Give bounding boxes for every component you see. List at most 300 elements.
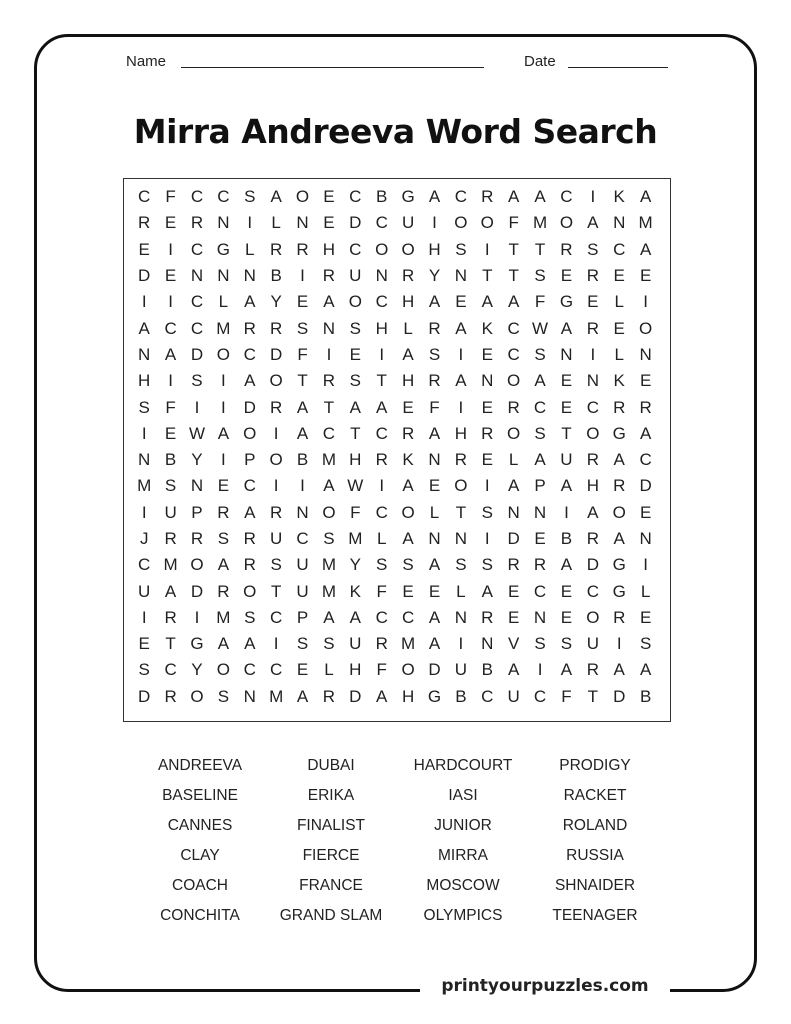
grid-letter[interactable]: A bbox=[560, 555, 573, 575]
grid-letter[interactable]: O bbox=[190, 555, 204, 575]
grid-letter[interactable]: S bbox=[270, 555, 282, 575]
grid-letter[interactable]: I bbox=[458, 344, 464, 364]
grid-letter[interactable]: F bbox=[376, 581, 387, 601]
grid-letter[interactable]: H bbox=[454, 423, 468, 443]
grid-letter[interactable]: E bbox=[164, 266, 177, 286]
grid-letter[interactable]: F bbox=[376, 660, 387, 680]
grid-letter[interactable]: C bbox=[138, 555, 151, 575]
grid-letter[interactable]: W bbox=[347, 476, 364, 496]
grid-letter[interactable]: E bbox=[639, 371, 652, 391]
grid-letter[interactable]: O bbox=[401, 239, 415, 259]
grid-letter[interactable]: I bbox=[247, 213, 253, 233]
grid-letter[interactable]: I bbox=[458, 397, 464, 417]
grid-letter[interactable]: N bbox=[481, 634, 494, 654]
grid-letter[interactable]: I bbox=[168, 239, 173, 259]
grid-letter[interactable]: N bbox=[428, 529, 441, 548]
grid-letter[interactable]: I bbox=[643, 292, 648, 312]
grid-letter[interactable]: F bbox=[165, 397, 176, 417]
grid-letter[interactable]: O bbox=[559, 213, 574, 233]
grid-letter[interactable]: O bbox=[216, 344, 230, 364]
grid-letter[interactable]: C bbox=[481, 686, 494, 706]
grid-letter[interactable]: I bbox=[141, 607, 147, 627]
grid-letter[interactable]: S bbox=[191, 371, 203, 391]
grid-letter[interactable]: R bbox=[322, 371, 336, 391]
grid-letter[interactable]: N bbox=[454, 607, 468, 627]
grid-letter[interactable]: R bbox=[270, 397, 283, 417]
grid-letter[interactable]: E bbox=[323, 213, 335, 233]
grid-letter[interactable]: K bbox=[613, 371, 625, 391]
grid-letter[interactable]: A bbox=[560, 476, 573, 496]
grid-letter[interactable]: I bbox=[141, 292, 147, 312]
grid-letter[interactable]: W bbox=[532, 318, 549, 338]
grid-letter[interactable]: C bbox=[639, 450, 652, 470]
grid-letter[interactable]: A bbox=[507, 187, 520, 207]
grid-letter[interactable]: Y bbox=[191, 450, 203, 470]
grid-letter[interactable]: M bbox=[532, 213, 548, 233]
grid-letter[interactable]: S bbox=[587, 239, 599, 259]
grid-letter[interactable]: R bbox=[613, 397, 626, 417]
grid-letter[interactable]: A bbox=[560, 660, 573, 680]
grid-letter[interactable]: R bbox=[586, 266, 599, 286]
grid-letter[interactable]: D bbox=[639, 476, 652, 496]
grid-letter[interactable]: R bbox=[481, 607, 494, 627]
grid-letter[interactable]: L bbox=[271, 213, 281, 233]
grid-letter[interactable]: N bbox=[243, 266, 256, 286]
grid-letter[interactable]: T bbox=[508, 239, 519, 259]
grid-letter[interactable]: C bbox=[164, 660, 177, 680]
grid-letter[interactable]: S bbox=[323, 529, 335, 548]
grid-letter[interactable]: A bbox=[455, 318, 467, 338]
grid-letter[interactable]: E bbox=[639, 607, 652, 627]
grid-letter[interactable]: A bbox=[560, 318, 573, 338]
grid-letter[interactable]: U bbox=[296, 581, 309, 601]
grid-letter[interactable]: L bbox=[508, 450, 519, 470]
grid-letter[interactable]: D bbox=[349, 213, 362, 233]
grid-letter[interactable]: O bbox=[375, 239, 389, 259]
grid-letter[interactable]: I bbox=[221, 371, 226, 391]
grid-letter[interactable]: I bbox=[141, 423, 147, 443]
grid-letter[interactable]: R bbox=[507, 397, 520, 417]
grid-letter[interactable]: O bbox=[269, 371, 283, 391]
grid-letter[interactable]: E bbox=[560, 266, 573, 286]
grid-letter[interactable]: C bbox=[217, 187, 230, 207]
grid-letter[interactable]: K bbox=[349, 581, 361, 601]
grid-letter[interactable]: T bbox=[297, 371, 308, 391]
grid-letter[interactable]: A bbox=[428, 555, 441, 575]
grid-letter[interactable]: D bbox=[138, 686, 151, 706]
grid-letter[interactable]: C bbox=[375, 292, 388, 312]
grid-letter[interactable]: V bbox=[507, 634, 520, 654]
grid-letter[interactable]: M bbox=[137, 476, 152, 496]
grid-letter[interactable]: C bbox=[586, 397, 599, 417]
grid-letter[interactable]: U bbox=[270, 529, 283, 548]
grid-letter[interactable]: H bbox=[401, 686, 415, 706]
grid-letter[interactable]: O bbox=[243, 423, 257, 443]
grid-letter[interactable]: I bbox=[484, 476, 490, 496]
grid-letter[interactable]: I bbox=[221, 450, 226, 470]
grid-letter[interactable]: E bbox=[349, 344, 361, 364]
grid-letter[interactable]: C bbox=[375, 502, 388, 522]
grid-letter[interactable]: P bbox=[244, 450, 256, 470]
grid-letter[interactable]: D bbox=[349, 686, 362, 706]
grid-letter[interactable]: D bbox=[243, 397, 256, 417]
grid-letter[interactable]: T bbox=[323, 397, 335, 417]
grid-letter[interactable]: R bbox=[322, 266, 336, 286]
grid-letter[interactable]: F bbox=[561, 686, 572, 706]
grid-letter[interactable]: C bbox=[613, 239, 626, 259]
grid-letter[interactable]: E bbox=[402, 397, 414, 417]
grid-letter[interactable]: R bbox=[164, 529, 177, 548]
grid-letter[interactable]: S bbox=[534, 634, 546, 654]
grid-letter[interactable]: N bbox=[586, 371, 599, 391]
name-input-line[interactable] bbox=[181, 67, 484, 68]
grid-letter[interactable]: A bbox=[534, 450, 546, 470]
grid-letter[interactable]: I bbox=[458, 634, 464, 654]
grid-letter[interactable]: C bbox=[190, 292, 204, 312]
grid-letter[interactable]: N bbox=[190, 266, 204, 286]
grid-letter[interactable]: S bbox=[534, 266, 546, 286]
grid-letter[interactable]: B bbox=[560, 529, 573, 548]
grid-letter[interactable]: A bbox=[244, 502, 256, 522]
grid-letter[interactable]: R bbox=[217, 502, 230, 522]
grid-letter[interactable]: U bbox=[164, 502, 177, 522]
grid-letter[interactable]: C bbox=[375, 423, 388, 443]
grid-letter[interactable]: E bbox=[402, 581, 414, 601]
grid-letter[interactable]: A bbox=[507, 476, 520, 496]
grid-letter[interactable]: E bbox=[428, 476, 441, 496]
grid-letter[interactable]: A bbox=[507, 292, 520, 312]
grid-letter[interactable]: C bbox=[375, 213, 388, 233]
grid-letter[interactable]: C bbox=[375, 607, 388, 627]
grid-letter[interactable]: E bbox=[138, 634, 150, 654]
grid-letter[interactable]: U bbox=[349, 634, 362, 654]
grid-letter[interactable]: N bbox=[296, 213, 309, 233]
grid-letter[interactable]: N bbox=[454, 266, 468, 286]
grid-letter[interactable]: U bbox=[401, 213, 415, 233]
grid-letter[interactable]: T bbox=[455, 502, 467, 522]
grid-letter[interactable]: N bbox=[138, 344, 151, 364]
grid-letter[interactable]: R bbox=[454, 450, 468, 470]
grid-letter[interactable]: L bbox=[245, 239, 255, 259]
grid-letter[interactable]: R bbox=[481, 423, 494, 443]
grid-letter[interactable]: T bbox=[165, 634, 176, 654]
grid-letter[interactable]: N bbox=[190, 476, 204, 496]
grid-letter[interactable]: A bbox=[217, 555, 230, 575]
grid-letter[interactable]: C bbox=[560, 187, 573, 207]
grid-letter[interactable]: T bbox=[270, 581, 282, 601]
grid-letter[interactable]: B bbox=[481, 660, 493, 680]
grid-letter[interactable]: A bbox=[244, 634, 256, 654]
grid-letter[interactable]: A bbox=[244, 292, 256, 312]
grid-letter[interactable]: I bbox=[273, 423, 279, 443]
grid-letter[interactable]: A bbox=[138, 318, 150, 338]
grid-letter[interactable]: A bbox=[481, 292, 493, 312]
grid-letter[interactable]: I bbox=[643, 555, 648, 575]
grid-letter[interactable]: S bbox=[164, 476, 177, 496]
grid-letter[interactable]: K bbox=[613, 187, 625, 207]
grid-letter[interactable]: E bbox=[481, 397, 493, 417]
grid-letter[interactable]: O bbox=[507, 423, 521, 443]
grid-letter[interactable]: E bbox=[560, 397, 573, 417]
grid-letter[interactable]: B bbox=[296, 450, 309, 470]
grid-letter[interactable]: I bbox=[537, 660, 543, 680]
grid-letter[interactable]: G bbox=[427, 686, 442, 706]
grid-letter[interactable]: A bbox=[587, 502, 599, 522]
grid-letter[interactable]: N bbox=[507, 502, 520, 522]
grid-letter[interactable]: A bbox=[164, 581, 177, 601]
grid-letter[interactable]: Y bbox=[191, 660, 203, 680]
grid-letter[interactable]: A bbox=[217, 634, 230, 654]
grid-letter[interactable]: H bbox=[401, 292, 415, 312]
date-input-line[interactable] bbox=[568, 67, 668, 68]
grid-letter[interactable]: H bbox=[586, 476, 599, 496]
grid-letter[interactable]: I bbox=[194, 607, 200, 627]
grid-letter[interactable]: O bbox=[216, 660, 230, 680]
grid-letter[interactable]: N bbox=[138, 450, 151, 470]
grid-letter[interactable]: M bbox=[348, 529, 363, 548]
grid-letter[interactable]: U bbox=[586, 634, 599, 654]
grid-letter[interactable]: R bbox=[613, 476, 626, 496]
grid-letter[interactable]: R bbox=[639, 397, 652, 417]
grid-letter[interactable]: U bbox=[507, 686, 520, 706]
grid-letter[interactable]: C bbox=[322, 423, 336, 443]
grid-letter[interactable]: R bbox=[164, 686, 177, 706]
grid-letter[interactable]: A bbox=[270, 187, 282, 207]
grid-letter[interactable]: C bbox=[243, 344, 256, 364]
grid-letter[interactable]: M bbox=[321, 555, 337, 575]
grid-letter[interactable]: R bbox=[190, 529, 204, 548]
grid-letter[interactable]: C bbox=[190, 239, 204, 259]
grid-letter[interactable]: S bbox=[455, 555, 467, 575]
grid-letter[interactable]: R bbox=[296, 239, 309, 259]
grid-letter[interactable]: C bbox=[138, 187, 151, 207]
grid-letter[interactable]: R bbox=[507, 555, 520, 575]
grid-letter[interactable]: S bbox=[296, 634, 309, 654]
grid-letter[interactable]: R bbox=[533, 555, 547, 575]
grid-letter[interactable]: R bbox=[560, 239, 573, 259]
grid-letter[interactable]: N bbox=[296, 502, 309, 522]
grid-letter[interactable]: T bbox=[561, 423, 572, 443]
grid-letter[interactable]: E bbox=[560, 607, 573, 627]
grid-letter[interactable]: M bbox=[269, 686, 284, 706]
grid-letter[interactable]: C bbox=[296, 529, 309, 548]
grid-letter[interactable]: F bbox=[297, 344, 308, 364]
grid-letter[interactable]: L bbox=[376, 529, 387, 548]
grid-letter[interactable]: Y bbox=[270, 292, 282, 312]
grid-letter[interactable]: J bbox=[139, 529, 149, 548]
grid-letter[interactable]: S bbox=[534, 344, 546, 364]
grid-letter[interactable]: A bbox=[639, 187, 652, 207]
grid-letter[interactable]: U bbox=[296, 555, 309, 575]
grid-letter[interactable]: O bbox=[454, 476, 468, 496]
grid-letter[interactable]: I bbox=[273, 476, 279, 496]
grid-letter[interactable]: G bbox=[612, 555, 626, 575]
grid-letter[interactable]: H bbox=[322, 239, 336, 259]
grid-letter[interactable]: R bbox=[270, 239, 283, 259]
grid-letter[interactable]: R bbox=[217, 581, 230, 601]
grid-letter[interactable]: M bbox=[321, 581, 337, 601]
grid-letter[interactable]: O bbox=[586, 423, 600, 443]
grid-letter[interactable]: U bbox=[349, 266, 362, 286]
grid-letter[interactable]: S bbox=[296, 318, 309, 338]
grid-letter[interactable]: S bbox=[217, 529, 230, 548]
grid-letter[interactable]: A bbox=[534, 371, 546, 391]
grid-letter[interactable]: F bbox=[429, 397, 440, 417]
grid-letter[interactable]: I bbox=[168, 371, 173, 391]
grid-letter[interactable]: I bbox=[379, 476, 385, 496]
grid-letter[interactable]: R bbox=[243, 318, 256, 338]
grid-letter[interactable]: I bbox=[484, 529, 490, 548]
grid-letter[interactable]: O bbox=[454, 213, 468, 233]
grid-letter[interactable]: D bbox=[190, 344, 204, 364]
grid-letter[interactable]: C bbox=[164, 318, 177, 338]
grid-letter[interactable]: E bbox=[587, 292, 599, 312]
grid-letter[interactable]: A bbox=[534, 187, 546, 207]
grid-letter[interactable]: I bbox=[616, 634, 622, 654]
grid-letter[interactable]: F bbox=[350, 502, 361, 522]
grid-letter[interactable]: N bbox=[454, 529, 468, 548]
grid-letter[interactable]: N bbox=[243, 686, 256, 706]
grid-letter[interactable]: U bbox=[138, 581, 151, 601]
grid-letter[interactable]: E bbox=[534, 529, 546, 548]
grid-letter[interactable]: O bbox=[295, 187, 310, 207]
grid-letter[interactable]: C bbox=[349, 239, 362, 259]
grid-letter[interactable]: R bbox=[481, 187, 494, 207]
grid-letter[interactable]: H bbox=[349, 660, 362, 680]
grid-letter[interactable]: R bbox=[375, 634, 388, 654]
grid-letter[interactable]: S bbox=[244, 187, 256, 207]
grid-letter[interactable]: C bbox=[349, 187, 362, 207]
grid-letter[interactable]: O bbox=[507, 371, 521, 391]
grid-letter[interactable]: A bbox=[296, 423, 309, 443]
grid-letter[interactable]: S bbox=[428, 344, 441, 364]
grid-letter[interactable]: A bbox=[428, 187, 441, 207]
grid-letter[interactable]: R bbox=[190, 213, 204, 233]
grid-letter[interactable]: F bbox=[508, 213, 519, 233]
grid-letter[interactable]: A bbox=[402, 344, 414, 364]
grid-letter[interactable]: D bbox=[270, 344, 283, 364]
grid-letter[interactable]: C bbox=[507, 318, 520, 338]
grid-letter[interactable]: A bbox=[428, 292, 441, 312]
grid-letter[interactable]: U bbox=[560, 450, 573, 470]
grid-letter[interactable]: R bbox=[401, 423, 415, 443]
grid-letter[interactable]: A bbox=[164, 344, 177, 364]
grid-letter[interactable]: M bbox=[216, 607, 231, 627]
grid-letter[interactable]: R bbox=[613, 607, 626, 627]
grid-letter[interactable]: E bbox=[296, 660, 309, 680]
grid-letter[interactable]: L bbox=[614, 292, 624, 312]
grid-letter[interactable]: A bbox=[613, 660, 625, 680]
grid-letter[interactable]: E bbox=[481, 344, 493, 364]
grid-letter[interactable]: C bbox=[533, 581, 547, 601]
grid-letter[interactable]: N bbox=[428, 450, 441, 470]
grid-letter[interactable]: A bbox=[455, 371, 467, 391]
grid-letter[interactable]: D bbox=[507, 529, 520, 548]
grid-letter[interactable]: W bbox=[188, 423, 205, 443]
grid-letter[interactable]: A bbox=[428, 634, 441, 654]
grid-letter[interactable]: P bbox=[191, 502, 203, 522]
grid-letter[interactable]: F bbox=[534, 292, 546, 312]
grid-letter[interactable]: S bbox=[138, 660, 150, 680]
grid-letter[interactable]: G bbox=[190, 634, 204, 654]
grid-letter[interactable]: M bbox=[163, 555, 178, 575]
grid-letter[interactable]: I bbox=[484, 239, 490, 259]
grid-letter[interactable]: H bbox=[401, 371, 415, 391]
grid-letter[interactable]: A bbox=[507, 660, 520, 680]
grid-letter[interactable]: R bbox=[401, 266, 415, 286]
grid-letter[interactable]: B bbox=[455, 686, 467, 706]
grid-letter[interactable]: O bbox=[243, 581, 257, 601]
grid-letter[interactable]: R bbox=[586, 318, 599, 338]
grid-letter[interactable]: A bbox=[639, 660, 652, 680]
grid-letter[interactable]: R bbox=[586, 450, 599, 470]
grid-letter[interactable]: C bbox=[270, 607, 283, 627]
grid-letter[interactable]: R bbox=[270, 502, 283, 522]
grid-letter[interactable]: D bbox=[138, 266, 151, 286]
grid-letter[interactable]: C bbox=[533, 397, 547, 417]
grid-letter[interactable]: N bbox=[533, 502, 547, 522]
grid-letter[interactable]: R bbox=[375, 450, 388, 470]
grid-letter[interactable]: S bbox=[534, 423, 546, 443]
grid-letter[interactable]: S bbox=[455, 239, 467, 259]
grid-letter[interactable]: S bbox=[560, 634, 573, 654]
grid-letter[interactable]: O bbox=[322, 502, 336, 522]
grid-letter[interactable]: A bbox=[428, 607, 441, 627]
grid-letter[interactable]: N bbox=[533, 607, 547, 627]
grid-letter[interactable]: C bbox=[507, 344, 520, 364]
grid-letter[interactable]: S bbox=[138, 397, 150, 417]
grid-letter[interactable]: E bbox=[138, 239, 150, 259]
grid-letter[interactable]: B bbox=[164, 450, 177, 470]
grid-letter[interactable]: D bbox=[190, 581, 204, 601]
grid-letter[interactable]: G bbox=[612, 581, 626, 601]
grid-letter[interactable]: Y bbox=[349, 555, 361, 575]
grid-letter[interactable]: E bbox=[217, 476, 230, 496]
grid-letter[interactable]: O bbox=[612, 502, 626, 522]
grid-letter[interactable]: A bbox=[428, 423, 441, 443]
grid-letter[interactable]: A bbox=[639, 239, 652, 259]
grid-letter[interactable]: I bbox=[300, 266, 305, 286]
grid-letter[interactable]: R bbox=[138, 213, 151, 233]
grid-letter[interactable]: E bbox=[560, 371, 573, 391]
grid-letter[interactable]: C bbox=[190, 318, 204, 338]
grid-letter[interactable]: S bbox=[481, 502, 493, 522]
grid-letter[interactable]: S bbox=[244, 607, 256, 627]
grid-letter[interactable]: L bbox=[640, 581, 651, 601]
grid-letter[interactable]: C bbox=[243, 660, 256, 680]
grid-letter[interactable]: O bbox=[190, 686, 204, 706]
grid-letter[interactable]: E bbox=[560, 581, 573, 601]
grid-letter[interactable]: D bbox=[586, 555, 599, 575]
grid-letter[interactable]: S bbox=[481, 555, 493, 575]
grid-letter[interactable]: K bbox=[481, 318, 493, 338]
grid-letter[interactable]: N bbox=[217, 213, 230, 233]
grid-letter[interactable]: C bbox=[243, 476, 256, 496]
grid-letter[interactable]: A bbox=[376, 397, 388, 417]
grid-letter[interactable]: E bbox=[296, 292, 309, 312]
grid-letter[interactable]: R bbox=[270, 318, 283, 338]
grid-letter[interactable]: L bbox=[614, 344, 624, 364]
grid-letter[interactable]: A bbox=[296, 397, 309, 417]
grid-letter[interactable]: P bbox=[296, 607, 309, 627]
grid-letter[interactable]: R bbox=[586, 529, 599, 548]
grid-letter[interactable]: E bbox=[164, 423, 177, 443]
grid-letter[interactable]: I bbox=[300, 476, 305, 496]
grid-letter[interactable]: E bbox=[507, 581, 520, 601]
grid-letter[interactable]: M bbox=[321, 450, 337, 470]
grid-letter[interactable]: N bbox=[613, 213, 626, 233]
grid-letter[interactable]: K bbox=[402, 450, 414, 470]
